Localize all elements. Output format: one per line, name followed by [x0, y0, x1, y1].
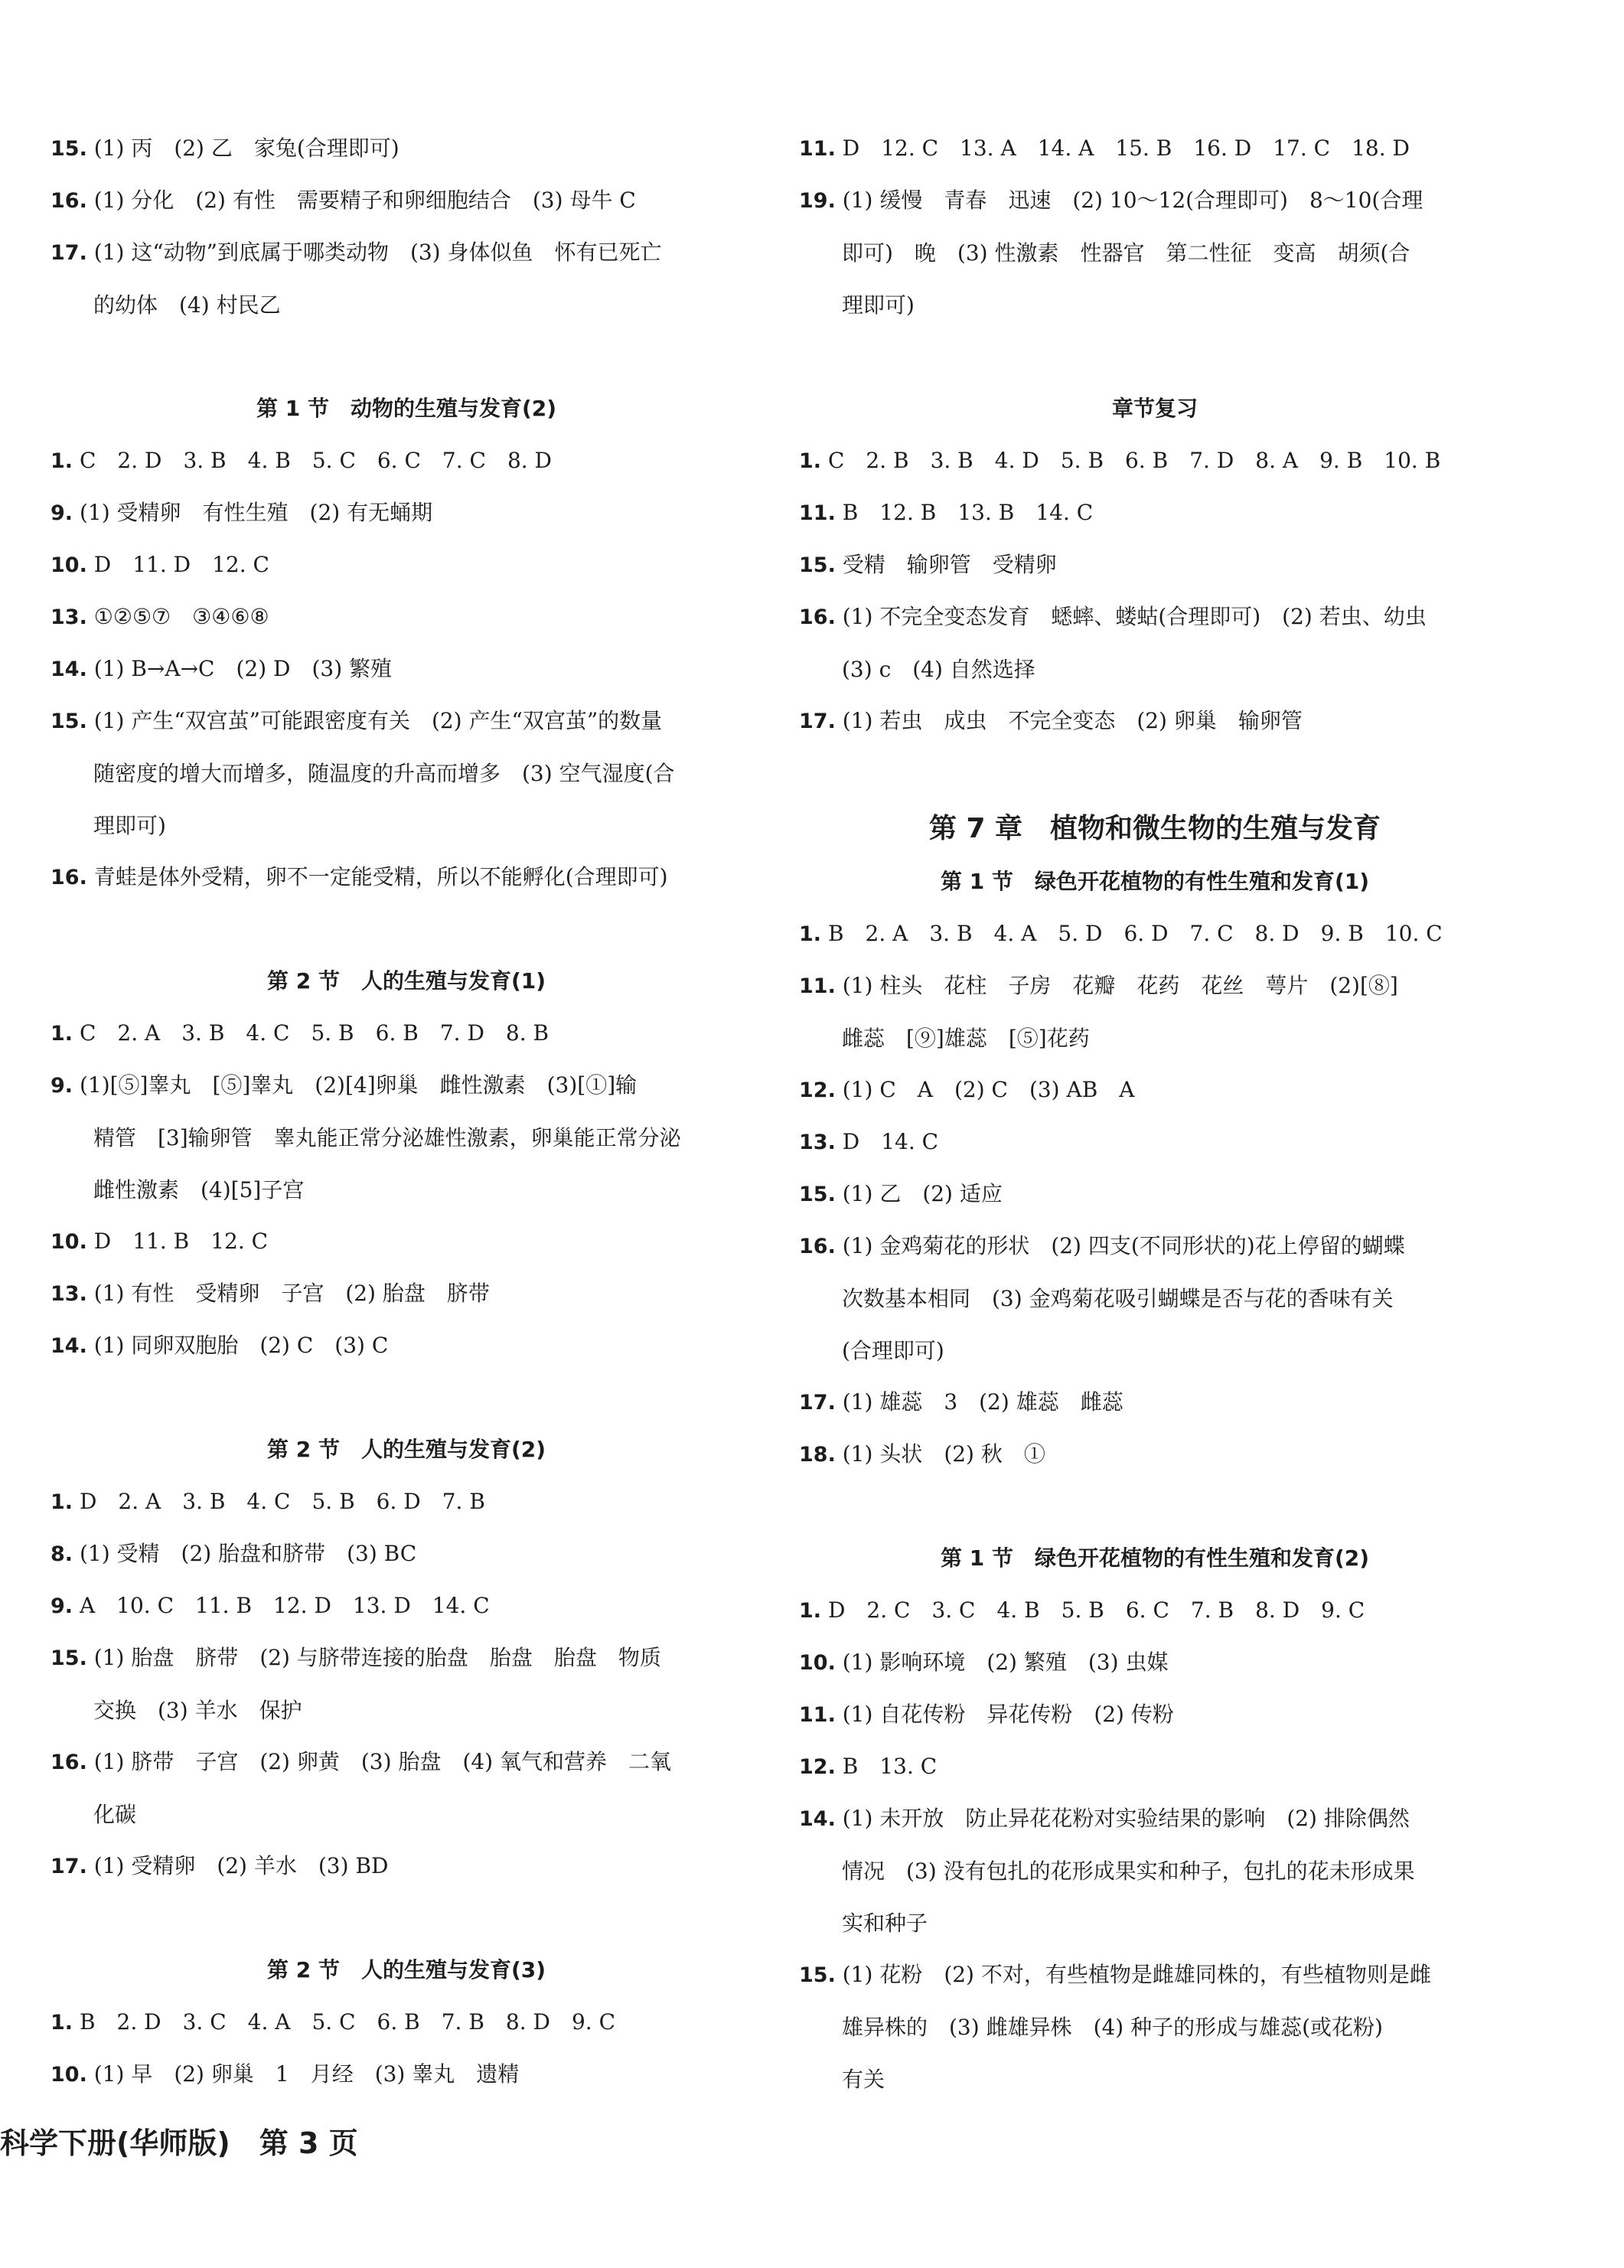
answer-item: 15. (1) 乙 (2) 适应 [799, 1181, 1003, 1206]
answer-item: 16. (1) 脐带 子宫 (2) 卵黄 (3) 胎盘 (4) 氧气和营养 二氧 化碳 [51, 1749, 672, 1827]
answer-item: 17. (1) 若虫 成虫 不完全变态 (2) 卵巢 输卵管 [799, 708, 1303, 733]
answer-item: 17. (1) 受精卵 (2) 羊水 (3) BD [51, 1853, 389, 1878]
answer-item: 11. (1) 柱头 花柱 子房 花瓣 花药 花丝 萼片 (2)[⑧] 雌蕊 [⑨]雄蕊 [⑤]花药 [799, 973, 1398, 1051]
answer-item: 19. (1) 缓慢 青春 迅速 (2) 10～12(合理即可) 8～10(合理 即可) 晚 (3) 性激素 性器官 第二性征 变高 胡须(合 理即可) [799, 188, 1423, 318]
answer-item: 11. B 12. B 13. B 14. C [799, 500, 1094, 525]
answer-item: 17. (1) 雄蕊 3 (2) 雄蕊 雌蕊 [799, 1389, 1123, 1415]
answer-item: 13. (1) 有性 受精卵 子宫 (2) 胎盘 脐带 [51, 1281, 490, 1306]
answer-item: 11. (1) 自花传粉 异花传粉 (2) 传粉 [799, 1702, 1174, 1727]
answer-item: 1. D 2. A 3. B 4. C 5. B 6. D 7. B [51, 1489, 485, 1514]
answer-item: 1. D 2. C 3. C 4. B 5. B 6. C 7. B 8. D 9. C [799, 1597, 1365, 1623]
answer-item: 8. (1) 受精 (2) 胎盘和脐带 (3) BC [51, 1541, 417, 1566]
answer-item: 17. (1) 这“动物”到底属于哪类动物 (3) 身体似鱼 怀有已死亡 的幼体 (4) 村民乙 [51, 240, 662, 318]
answer-item: 13. ①②⑤⑦ ③④⑥⑧ [51, 604, 269, 629]
answer-item: 1. B 2. A 3. B 4. A 5. D 6. D 7. C 8. D 9. B 10. C [799, 921, 1443, 946]
answer-item: 9. A 10. C 11. B 12. D 13. D 14. C [51, 1593, 490, 1618]
answer-item: 10. (1) 早 (2) 卵巢 1 月经 (3) 睾丸 遗精 [51, 2061, 520, 2087]
answer-item: 10. (1) 影响环境 (2) 繁殖 (3) 虫媒 [799, 1650, 1169, 1675]
answer-item: 1. C 2. B 3. B 4. D 5. B 6. B 7. D 8. A 9. B 10. B [799, 448, 1441, 473]
answer-item: 15. 受精 输卵管 受精卵 [799, 552, 1057, 577]
answer-item: 15. (1) 花粉 (2) 不对，有些植物是雌雄同株的，有些植物则是雌 雄异株的 (3) 雌雄异株 (4) 种子的形成与雄蕊(或花粉) 有关 [799, 1962, 1431, 2092]
section-heading: 章节复习 [1111, 396, 1198, 421]
answer-item: 16. (1) 金鸡菊花的形状 (2) 四支(不同形状的)花上停留的蝴蝶 次数基本相同 (3) 金鸡菊花吸引蝴蝶是否与花的香味有关 (合理即可) [799, 1233, 1405, 1363]
answer-item: 15. (1) 胎盘 脐带 (2) 与脐带连接的胎盘 胎盘 胎盘 物质 交换 (3) 羊水 保护 [51, 1645, 661, 1723]
section-heading: 第 2 节 人的生殖与发育(2) [266, 1437, 546, 1462]
chapter-title: 第 7 章 植物和微生物的生殖与发育 [928, 813, 1381, 844]
answer-item: 13. D 14. C [799, 1129, 939, 1154]
answer-item: 16. (1) 分化 (2) 有性 需要精子和卵细胞结合 (3) 母牛 C [51, 188, 636, 213]
answer-item: 10. D 11. D 12. C [51, 552, 269, 577]
answer-item: 14. (1) 同卵双胞胎 (2) C (3) C [51, 1333, 389, 1358]
answer-item: 15. (1) 产生“双宫茧”可能跟密度有关 (2) 产生“双宫茧”的数量 随密度的增大而增多，随温度的升高而增多 (3) 空气湿度(合 理即可) [51, 708, 675, 838]
answer-item: 9. (1) 受精卵 有性生殖 (2) 有无蛹期 [51, 500, 433, 525]
answer-item: 1. C 2. A 3. B 4. C 5. B 6. B 7. D 8. B [51, 1020, 549, 1046]
answer-item: 18. (1) 头状 (2) 秋 ① [799, 1441, 1045, 1467]
answer-item: 16. 青蛙是体外受精，卵不一定能受精，所以不能孵化(合理即可) [51, 864, 668, 889]
answer-item: 12. (1) C A (2) C (3) AB A [799, 1077, 1135, 1102]
answer-item: 11. D 12. C 13. A 14. A 15. B 16. D 17. C 18. D [799, 135, 1410, 161]
section-heading: 第 1 节 动物的生殖与发育(2) [256, 396, 557, 421]
page-footer: 科学下册(华师版) 第 3 页 [0, 2126, 358, 2160]
answer-item: 16. (1) 不完全变态发育 蟋蟀、蝼蛄(合理即可) (2) 若虫、幼虫 (3) c (4) 自然选择 [799, 604, 1427, 682]
answer-item: 14. (1) 未开放 防止异花花粉对实验结果的影响 (2) 排除偶然 情况 (3) 没有包扎的花形成果实和种子，包扎的花未形成果 实和种子 [799, 1806, 1415, 1936]
answer-item: 9. (1)[⑤]睾丸 [⑤]睾丸 (2)[4]卵巢 雌性激素 (3)[①]输 精管 [3]输卵管 睾丸能正常分泌雄性激素，卵巢能正常分泌 雌性激素 (4)[5]子宫 [51, 1072, 681, 1203]
answer-item: 1. B 2. D 3. C 4. A 5. C 6. B 7. B 8. D 9. C [51, 2009, 615, 2035]
answer-item: 14. (1) B→A→C (2) D (3) 繁殖 [51, 656, 393, 681]
section-heading: 第 1 节 绿色开花植物的有性生殖和发育(1) [940, 869, 1370, 894]
answer-item: 1. C 2. D 3. B 4. B 5. C 6. C 7. C 8. D [51, 448, 553, 473]
section-heading: 第 2 节 人的生殖与发育(3) [266, 1957, 546, 1982]
answer-item: 12. B 13. C [799, 1754, 938, 1779]
answer-item: 15. (1) 丙 (2) 乙 家兔(合理即可) [51, 135, 399, 161]
section-heading: 第 2 节 人的生殖与发育(1) [266, 968, 546, 994]
section-heading: 第 1 节 绿色开花植物的有性生殖和发育(2) [940, 1545, 1370, 1571]
answer-item: 10. D 11. B 12. C [51, 1229, 269, 1254]
